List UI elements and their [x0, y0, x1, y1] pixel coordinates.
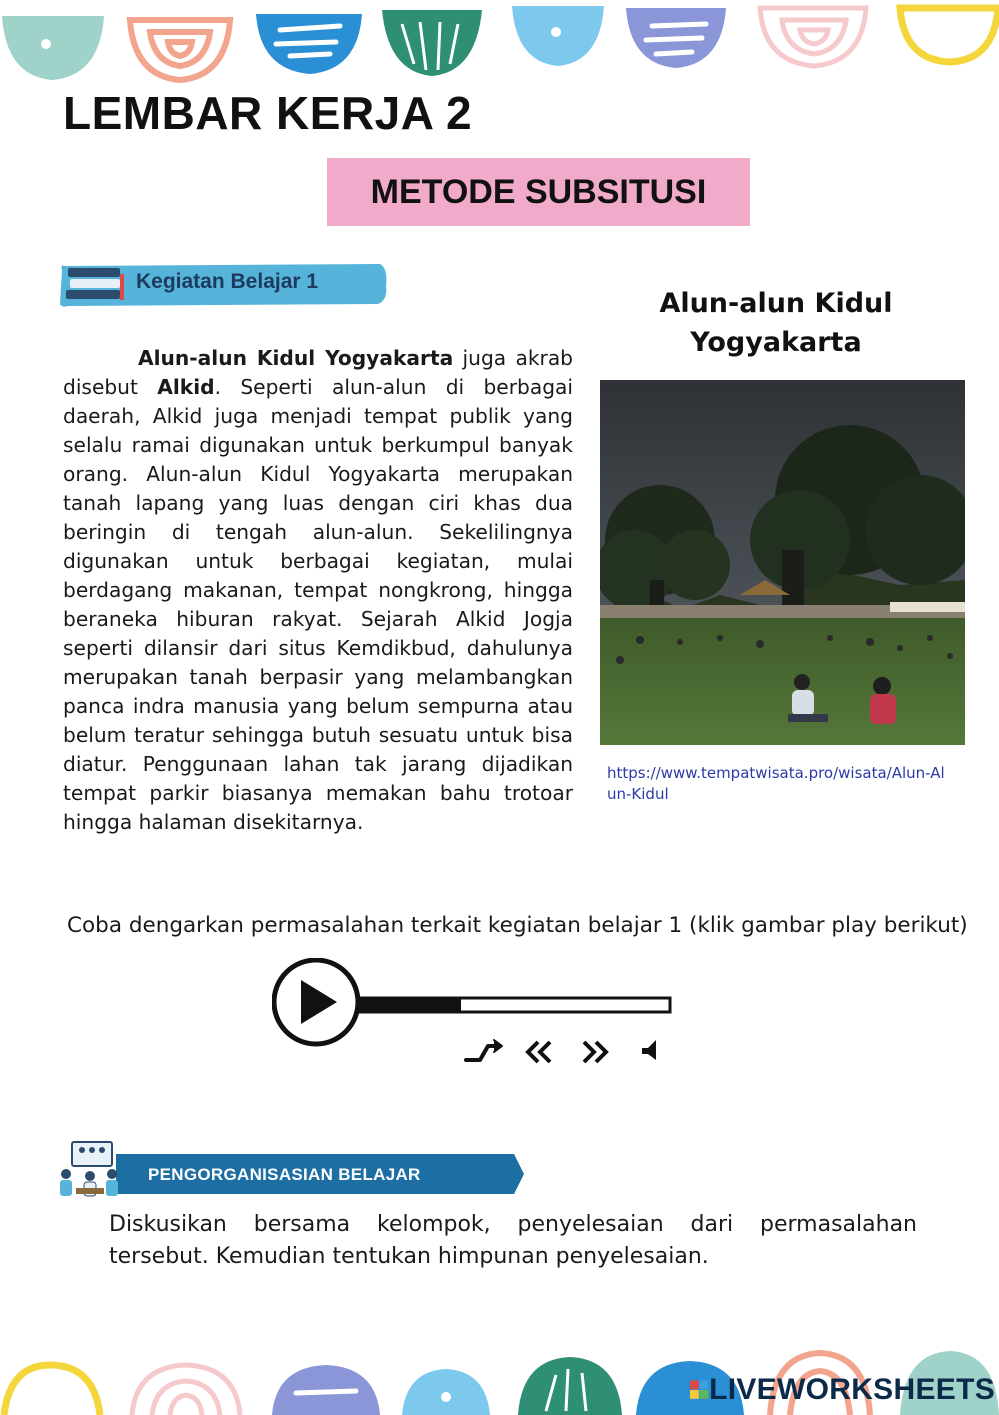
- photo-title: Alun-alun Kidul Yogyakarta: [659, 288, 893, 358]
- decor-bowl-blue: [256, 14, 362, 74]
- description-paragraph: [63, 344, 573, 837]
- group-discussion-icon: [60, 1142, 118, 1196]
- progress-bar[interactable]: [358, 998, 670, 1012]
- paragraph-text-2: . Seperti alun-alun di berbagai daerah, Alkid juga menjadi tempat publik yang selalu ramai digunakan untuk berkumpul banyak orang. Alun-alun Kidul Yogyakarta merupakan tanah lapang yang luas dengan ciri khas dua beringin di tengah alun-alun. Sekelilingnya digunakan untuk berbagai kegiatan, mulai berdagang makanan, tempat nongkrong, hingga beraneka hiburan rakyat. Sejarah Alkid Jogja seperti dilansir dari situs Kemdikbud, dahulunya merupakan tanah berpasir yang melambangkan panca indra manusia yang belum sempurna atau belum teratur sehingga butuh sesuatu untuk bisa diatur. Penggunaan lahan tak jarang dijadikan tempat parkir biasanya memakan bahu trotoar hingga halaman disekitarnya.: [63, 375, 573, 834]
- audio-instruction: Coba dengarkan permasalahan terkait kegiatan belajar 1 (klik gambar play berikut): [67, 913, 968, 938]
- page-subtitle: METODE SUBSITUSI: [370, 172, 707, 211]
- source-link[interactable]: https://www.tempatwisata.pro/wisata/Alun-Alun-Kidul: [607, 764, 945, 803]
- paragraph-text-1: juga akrab disebut: [63, 346, 573, 399]
- loop-icon[interactable]: [466, 1040, 502, 1060]
- subtitle-box: [327, 158, 750, 226]
- decor-bowl-yellow: [900, 8, 998, 62]
- kegiatan-belajar-banner: [60, 260, 390, 310]
- decor-spiral-pink: [760, 8, 866, 66]
- progress-fill: [358, 998, 461, 1012]
- decor-spiral-salmon: [130, 20, 230, 80]
- player-graphic: [272, 958, 674, 1068]
- decor-bowl-lavender: [626, 8, 726, 68]
- decor-arch-pink-spiral: [132, 1365, 240, 1415]
- pengorganisasian-banner: [56, 1140, 526, 1200]
- place-name: Alun-alun Kidul Yogyakarta: [138, 346, 454, 370]
- books-icon: [66, 268, 124, 300]
- liveworksheets-logo: [690, 1370, 995, 1410]
- fast-forward-icon[interactable]: [584, 1042, 606, 1062]
- decor-arch-lavender: [272, 1365, 380, 1415]
- decor-arch-green: [518, 1357, 622, 1415]
- decor-bowl-teal: [2, 16, 104, 80]
- audio-player: [272, 958, 674, 1068]
- decor-arch-yellow: [4, 1365, 100, 1415]
- nickname: Alkid: [157, 375, 215, 399]
- play-button[interactable]: [274, 960, 358, 1044]
- alun-alun-photo: [600, 380, 965, 745]
- watermark-text: LIVEWORKSHEETS: [709, 1373, 995, 1406]
- liveworksheets-logo-icon: [690, 1375, 709, 1405]
- pengorganisasian-label: PENGORGANISASIAN BELAJAR: [148, 1165, 421, 1184]
- top-decoration: [0, 0, 999, 90]
- page-title: LEMBAR KERJA 2: [63, 87, 473, 139]
- rewind-icon[interactable]: [528, 1042, 550, 1062]
- decor-bowl-skyblue: [512, 6, 604, 66]
- task-text: Diskusikan bersama kelompok, penyelesaian dari permasalahan tersebut. Kemudian tentukan himpunan penyelesaian.: [109, 1212, 917, 1269]
- kegiatan-belajar-label: Kegiatan Belajar 1: [136, 270, 319, 293]
- decor-arch-skyblue: [402, 1369, 490, 1415]
- decor-bowl-green: [382, 10, 482, 76]
- volume-icon[interactable]: [642, 1040, 656, 1060]
